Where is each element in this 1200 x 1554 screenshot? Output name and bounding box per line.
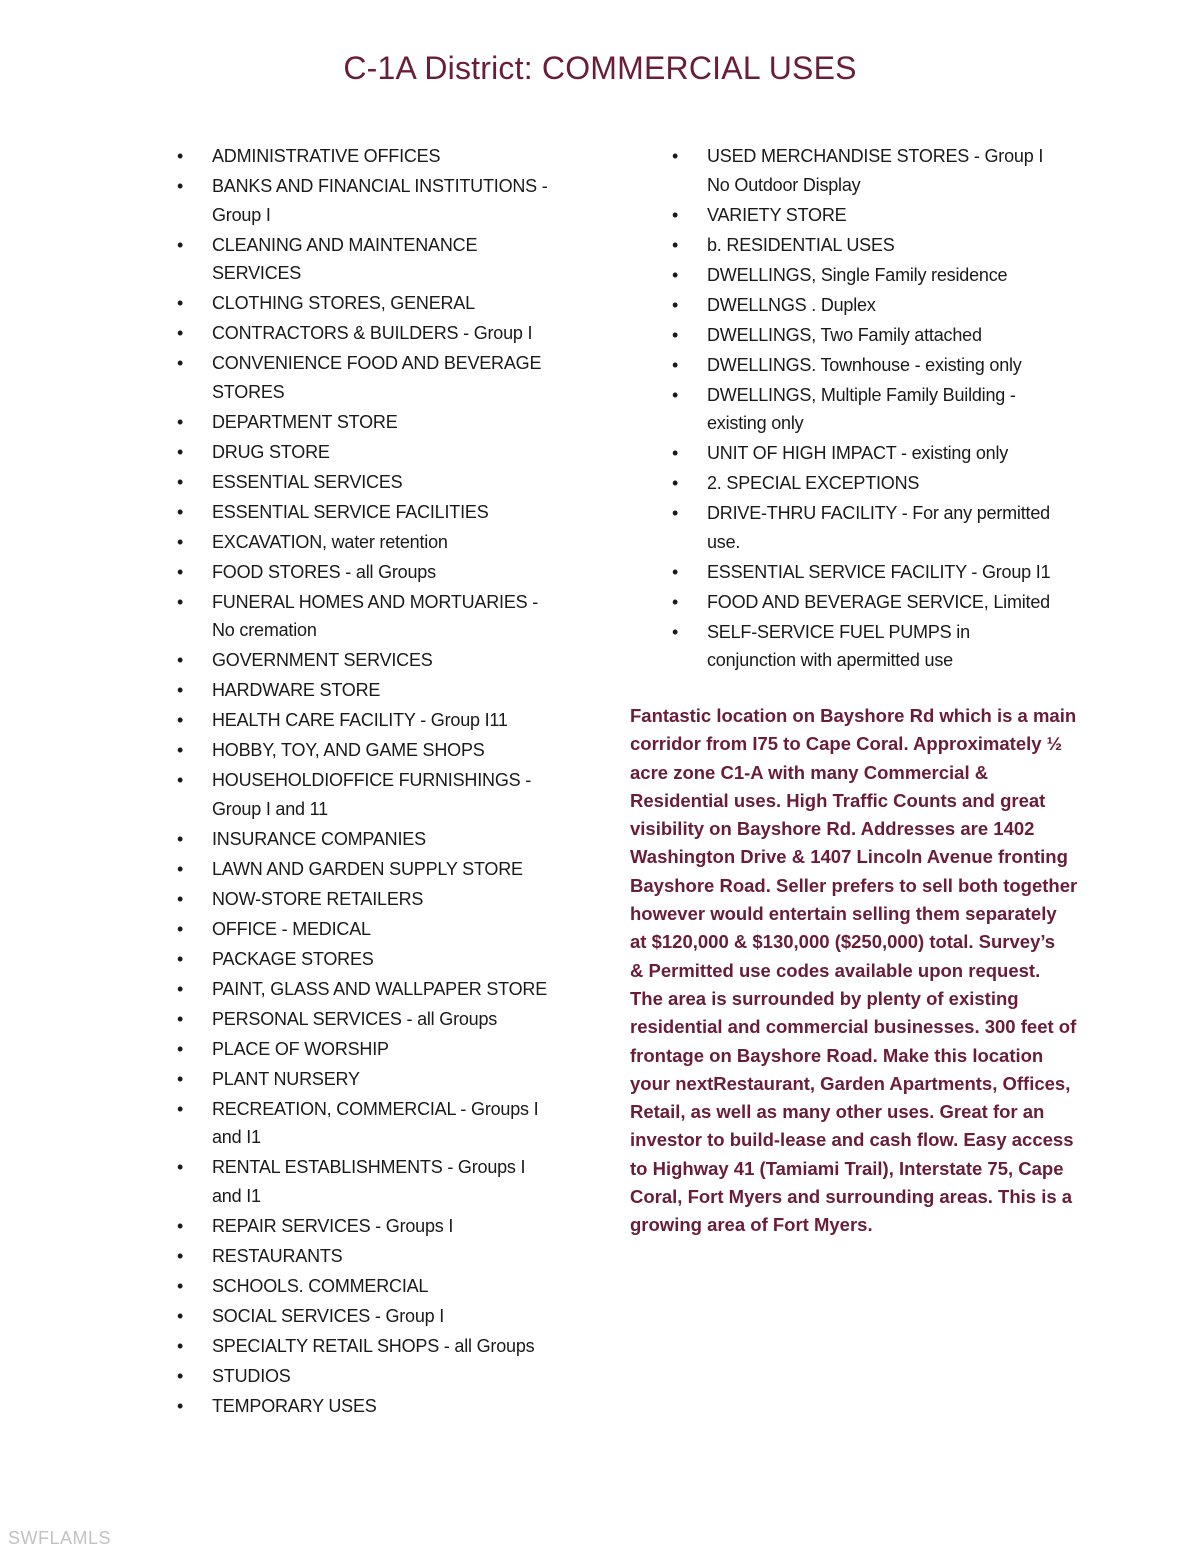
list-item: • DEPARTMENT STORE: [177, 408, 552, 437]
list-item: • HOBBY, TOY, AND GAME SHOPS: [177, 736, 552, 765]
list-item: • RENTAL ESTABLISHMENTS - Groups I and I1: [177, 1153, 552, 1210]
list-item: • ESSENTIAL SERVICES: [177, 468, 552, 497]
list-item: • PACKAGE STORES: [177, 945, 552, 974]
list-item: • EXCAVATION, water retention: [177, 528, 552, 557]
list-item: • UNIT OF HIGH IMPACT - existing only: [672, 439, 1057, 468]
list-item: • CLOTHING STORES, GENERAL: [177, 289, 552, 318]
list-item: • DRIVE-THRU FACILITY - For any permitted use.: [672, 499, 1057, 556]
list-item: • FOOD STORES - all Groups: [177, 558, 552, 587]
list-item: • CONTRACTORS & BUILDERS - Group I: [177, 319, 552, 348]
left-uses-list: [177, 142, 552, 1422]
list-item: • FUNERAL HOMES AND MORTUARIES - No cremation: [177, 588, 552, 645]
list-item: • SPECIALTY RETAIL SHOPS - all Groups: [177, 1332, 552, 1361]
list-item: • VARIETY STORE: [672, 201, 1057, 230]
list-item: • DWELLNGS . Duplex: [672, 291, 1057, 320]
list-item: • REPAIR SERVICES - Groups I: [177, 1212, 552, 1241]
list-item: • ESSENTIAL SERVICE FACILITIES: [177, 498, 552, 527]
property-description: Fantastic location on Bayshore Rd which is a main corridor from I75 to Cape Coral. Approximately ½ acre zone C1-A with many Commercial & Residential uses. High Traffic Counts and great visibility on Bayshore Rd. Addresses are 1402 Washington Drive & 1407 Lincoln Avenue fronting Bayshore Road. Seller prefers to sell both together however would entertain selling them separately at $120,000 & $130,000 ($250,000) total. Survey’s & Permitted use codes available upon request. The area is surrounded by plenty of existing residential and commercial businesses. 300 feet of frontage on Bayshore Road. Make this location your nextRestaurant, Garden Apartments, Offices, Retail, as well as many other uses. Great for an investor to build-lease and cash flow. Easy access to Highway 41 (Tamiami Trail), Interstate 75, Cape Coral, Fort Myers and surrounding areas. This is a growing area of Fort Myers.: [630, 705, 1078, 1236]
list-item: • SCHOOLS. COMMERCIAL: [177, 1272, 552, 1301]
page-title: C-1A District: COMMERCIAL USES: [343, 50, 857, 86]
list-item: • HARDWARE STORE: [177, 676, 552, 705]
list-item: • BANKS AND FINANCIAL INSTITUTIONS - Group I: [177, 172, 552, 229]
list-item: • USED MERCHANDISE STORES - Group I No Outdoor Display: [672, 142, 1057, 199]
list-item: • PERSONAL SERVICES - all Groups: [177, 1005, 552, 1034]
list-item: • SOCIAL SERVICES - Group I: [177, 1302, 552, 1331]
list-item: • LAWN AND GARDEN SUPPLY STORE: [177, 855, 552, 884]
watermark: SWFLAMLS: [8, 1528, 112, 1548]
list-item: • RESTAURANTS: [177, 1242, 552, 1271]
list-item: • HEALTH CARE FACILITY - Group I11: [177, 706, 552, 735]
list-item: • b. RESIDENTIAL USES: [672, 231, 1057, 260]
list-item: • SELF-SERVICE FUEL PUMPS in conjunction with apermitted use: [672, 618, 1057, 675]
list-item: • DWELLINGS. Townhouse - existing only: [672, 351, 1057, 380]
list-item: • TEMPORARY USES: [177, 1392, 552, 1421]
list-item: • RECREATION, COMMERCIAL - Groups I and I1: [177, 1095, 552, 1152]
list-item: • NOW-STORE RETAILERS: [177, 885, 552, 914]
list-item: • ESSENTIAL SERVICE FACILITY - Group I1: [672, 558, 1057, 587]
list-item: • INSURANCE COMPANIES: [177, 825, 552, 854]
list-item: • PAINT, GLASS AND WALLPAPER STORE: [177, 975, 552, 1004]
list-item: • PLACE OF WORSHIP: [177, 1035, 552, 1064]
list-item: • GOVERNMENT SERVICES: [177, 646, 552, 675]
list-item: • STUDIOS: [177, 1362, 552, 1391]
list-item: • 2. SPECIAL EXCEPTIONS: [672, 469, 1057, 498]
list-item: • DWELLINGS, Multiple Family Building - existing only: [672, 381, 1057, 438]
list-item: • FOOD AND BEVERAGE SERVICE, Limited: [672, 588, 1057, 617]
list-item: • OFFICE - MEDICAL: [177, 915, 552, 944]
list-item: • CLEANING AND MAINTENANCE SERVICES: [177, 231, 552, 288]
list-item: • HOUSEHOLDIOFFICE FURNISHINGS - Group I and 11: [177, 766, 552, 823]
list-item: • PLANT NURSERY: [177, 1065, 552, 1094]
list-item: • DWELLINGS, Two Family attached: [672, 321, 1057, 350]
list-item: • DWELLINGS, Single Family residence: [672, 261, 1057, 290]
list-item: • ADMINISTRATIVE OFFICES: [177, 142, 552, 171]
right-uses-list: [672, 142, 1057, 676]
list-item: • DRUG STORE: [177, 438, 552, 467]
list-item: • CONVENIENCE FOOD AND BEVERAGE STORES: [177, 349, 552, 406]
